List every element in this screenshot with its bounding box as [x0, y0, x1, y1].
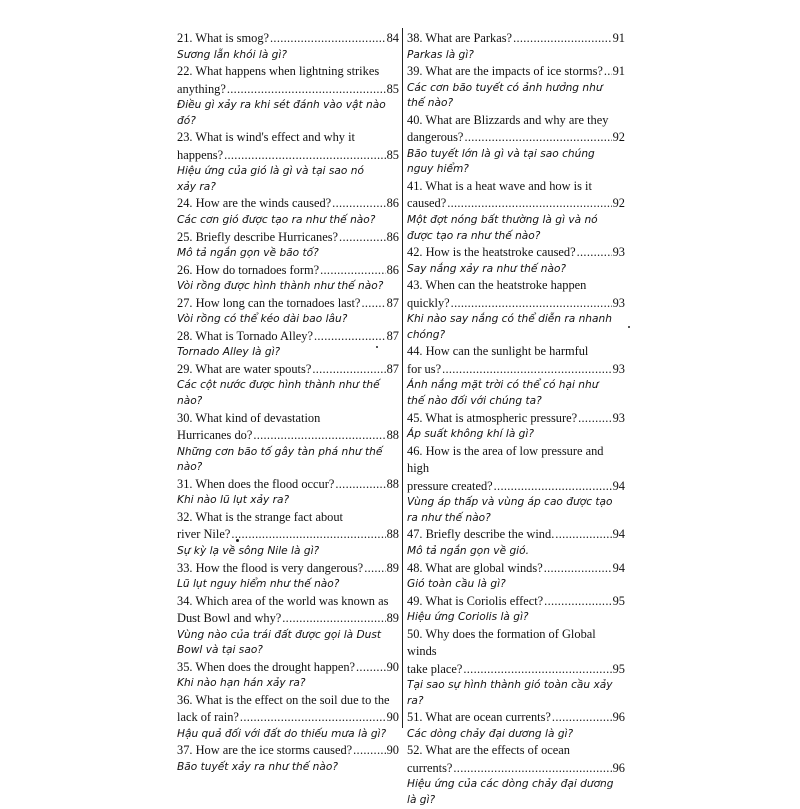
toc-title-text: for us? — [407, 361, 442, 376]
toc-entry[interactable] — [177, 742, 399, 775]
toc-number: 40. — [407, 112, 423, 127]
page-number: 87 — [386, 361, 399, 376]
toc-title-line — [177, 659, 399, 677]
page-number: 93 — [612, 295, 625, 310]
toc-title-text: anything? — [177, 81, 226, 96]
dot-leader — [240, 709, 386, 727]
vietnamese-translation: Vòi rồng được hình thành như thế nào? — [177, 280, 384, 293]
toc-title-wrap — [177, 147, 223, 165]
toc-entry[interactable] — [177, 560, 399, 593]
toc-title-wrap — [177, 476, 334, 494]
toc-title-text: What are Parkas? — [425, 31, 513, 45]
toc-title-wrap — [177, 195, 331, 213]
dot-leader — [451, 295, 612, 313]
vietnamese-translation: Hậu quả đối với đất do thiếu mưa là gì? — [177, 727, 387, 740]
toc-title-line — [177, 410, 399, 428]
toc-number: 44. — [407, 344, 423, 359]
dot-leader — [453, 760, 611, 778]
toc-number: 31. — [177, 476, 193, 491]
toc-title-line — [407, 244, 625, 262]
toc-title-line — [177, 593, 399, 611]
toc-number: 24. — [177, 196, 193, 211]
toc-number: 46. — [407, 443, 423, 458]
toc-number: 41. — [407, 178, 423, 193]
toc-title-line — [407, 129, 625, 147]
toc-entry[interactable] — [177, 30, 399, 63]
toc-entry[interactable] — [177, 659, 399, 692]
toc-number: 42. — [407, 245, 423, 260]
toc-title-wrap — [177, 328, 313, 346]
vietnamese-translation: Các dòng chảy đại dương là gì? — [407, 727, 574, 740]
toc-entry[interactable] — [177, 328, 399, 361]
toc-title-text: dangerous? — [407, 130, 464, 145]
toc-title-line — [407, 478, 625, 496]
toc-title-wrap — [407, 410, 577, 428]
toc-title-line — [407, 112, 625, 130]
toc-title-text: What are the effects of ocean — [425, 743, 570, 758]
toc-title-line — [407, 178, 625, 196]
toc-title-text: happens? — [177, 147, 224, 162]
vietnamese-translation: là gì? — [407, 794, 436, 807]
toc-number: 27. — [177, 295, 193, 310]
vietnamese-translation: Những cơn bão tố gây tàn phá như thế nào? — [177, 445, 383, 474]
toc-title-line — [177, 610, 399, 628]
toc-title-text: Briefly describe Hurricanes? — [195, 229, 339, 244]
toc-title-wrap — [407, 526, 554, 544]
toc-title-text: currents? — [407, 760, 453, 775]
vietnamese-translation: thế nào đối với chúng ta? — [407, 395, 542, 408]
toc-number: 49. — [407, 593, 423, 608]
print-speck — [628, 326, 630, 328]
dot-leader — [447, 195, 611, 213]
toc-entry[interactable] — [407, 443, 625, 527]
toc-title-wrap — [177, 742, 352, 760]
page-number: 96 — [612, 710, 625, 725]
toc-title-line — [407, 361, 625, 379]
toc-title-text: lack of rain? — [177, 710, 239, 725]
toc-title-line — [177, 295, 399, 313]
dot-leader — [353, 742, 385, 760]
vietnamese-translation: Ánh nắng mặt trời có thể có hại như — [407, 379, 599, 392]
toc-entry[interactable] — [407, 277, 625, 343]
toc-number: 39. — [407, 64, 423, 79]
vietnamese-translation: Sương lẫn khói là gì? — [177, 48, 287, 61]
print-speck — [236, 539, 239, 542]
toc-title-text: What is Tornado Alley? — [195, 328, 313, 343]
toc-number: 23. — [177, 130, 193, 145]
toc-number: 28. — [177, 328, 193, 343]
page-number: 94 — [612, 560, 625, 575]
toc-entry[interactable] — [177, 229, 399, 262]
toc-title-line — [177, 229, 399, 247]
vietnamese-translation: Khi nào say nắng có thể diễn ra nhanh — [407, 313, 612, 326]
page-number: 94 — [612, 527, 625, 542]
dot-leader — [442, 361, 612, 379]
toc-title-line — [407, 410, 625, 428]
vietnamese-translation: Vùng áp thấp và vùng áp cao được tạo — [407, 496, 613, 509]
dot-leader — [361, 295, 385, 313]
toc-title-text: What is smog? — [195, 31, 270, 45]
toc-title-wrap — [177, 610, 281, 628]
toc-number: 21. — [177, 31, 193, 45]
print-speck — [376, 346, 378, 348]
toc-title-line — [177, 30, 399, 48]
dot-leader — [578, 410, 612, 428]
toc-number: 32. — [177, 509, 193, 524]
toc-entry[interactable] — [177, 593, 399, 659]
dot-leader — [314, 328, 386, 346]
toc-title-wrap — [177, 229, 338, 247]
toc-title-line — [177, 476, 399, 494]
vietnamese-translation: Gió toàn cầu là gì? — [407, 578, 506, 590]
toc-title-text: take place? — [407, 661, 463, 676]
page-number: 91 — [612, 64, 625, 79]
toc-title-text: What is atmospheric pressure? — [425, 410, 578, 425]
vietnamese-translation: Vòi rồng có thể kéo dài bao lâu? — [177, 313, 348, 326]
vietnamese-translation: nguy hiểm? — [407, 163, 469, 176]
page-number: 90 — [386, 743, 399, 758]
toc-title-line — [177, 526, 399, 544]
dot-leader — [312, 361, 385, 379]
toc-title-line — [177, 560, 399, 578]
toc-number: 47. — [407, 527, 423, 542]
dot-leader — [555, 526, 611, 544]
vietnamese-translation: Mô tả ngắn gọn về bão tố? — [177, 247, 319, 260]
toc-title-line — [177, 81, 399, 99]
toc-title-text: What are Blizzards and why are they — [425, 112, 609, 127]
toc-entry[interactable] — [407, 593, 625, 626]
dot-leader — [339, 229, 386, 247]
dot-leader — [335, 476, 385, 494]
toc-title-line — [407, 661, 625, 679]
vietnamese-translation: Các cơn gió được tạo ra như thế nào? — [177, 213, 376, 226]
toc-title-line — [177, 328, 399, 346]
dot-leader — [332, 195, 385, 213]
toc-title-line — [177, 509, 399, 527]
toc-title-wrap — [177, 427, 252, 445]
toc-title-wrap — [407, 129, 463, 147]
toc-title-text: river Nile? — [177, 527, 231, 542]
page-number: 89 — [386, 560, 399, 575]
toc-title-line — [177, 147, 399, 165]
toc-title-text: caused? — [407, 196, 447, 211]
toc-title-wrap — [177, 81, 226, 99]
toc-title-line — [177, 63, 399, 81]
toc-title-line — [407, 626, 625, 661]
toc-title-text: What is the strange fact about — [195, 509, 343, 524]
toc-title-text: How the flood is very dangerous? — [195, 560, 364, 575]
toc-title-text: What happens when lightning strikes — [195, 64, 380, 79]
toc-entry[interactable] — [177, 509, 399, 560]
toc-title-wrap — [407, 593, 543, 611]
toc-title-line — [407, 63, 625, 81]
dot-leader — [552, 709, 612, 727]
vietnamese-translation: Mô tả ngắn gọn về gió. — [407, 544, 529, 557]
toc-title-wrap — [407, 661, 462, 679]
toc-number: 43. — [407, 278, 423, 293]
toc-title-line — [177, 709, 399, 727]
toc-title-line — [177, 742, 399, 760]
vietnamese-translation: ra như thế nào? — [407, 511, 491, 524]
toc-entry[interactable] — [407, 742, 625, 808]
toc-number: 22. — [177, 64, 193, 79]
toc-entry[interactable] — [177, 295, 399, 328]
toc-title-text: What are ocean currents? — [425, 710, 551, 725]
toc-title-line — [407, 30, 625, 48]
dot-leader — [320, 262, 385, 280]
vietnamese-translation: Bão tuyết xảy ra như thế nào? — [177, 760, 338, 773]
page-number: 96 — [612, 760, 625, 775]
toc-title-wrap — [407, 30, 512, 48]
toc-title-text: How long can the tornadoes last? — [195, 295, 361, 310]
vietnamese-translation: Bowl và tại sao? — [177, 644, 263, 657]
page-number: 87 — [386, 328, 399, 343]
page-number: 88 — [386, 428, 399, 443]
vietnamese-translation: Hiệu ứng của gió là gì và tại sao nó — [177, 165, 364, 178]
toc-title-text: How is the area of low pressure and high — [407, 443, 604, 476]
vietnamese-translation: Tại sao sự hình thành gió toàn cầu xảy ra? — [407, 679, 613, 707]
dot-leader — [253, 427, 385, 445]
toc-left-column — [177, 30, 399, 776]
vietnamese-translation: được tạo ra như thế nào? — [407, 229, 541, 242]
toc-title-text: How is the heatstroke caused? — [425, 245, 576, 260]
page-number: 95 — [612, 593, 625, 608]
vietnamese-translation: Hiệu ứng của các dòng chảy đại dương — [407, 778, 614, 791]
vietnamese-translation: xảy ra? — [177, 180, 216, 193]
toc-number: 45. — [407, 410, 423, 425]
toc-title-text: What are water spouts? — [195, 361, 312, 376]
toc-number: 52. — [407, 743, 423, 758]
toc-title-line — [177, 195, 399, 213]
page-number: 85 — [386, 147, 399, 162]
vietnamese-translation: Parkas là gì? — [407, 48, 474, 61]
toc-number: 50. — [407, 626, 423, 641]
page-number: 91 — [612, 31, 625, 45]
page-number: 86 — [386, 262, 399, 277]
toc-number: 26. — [177, 262, 193, 277]
toc-title-text: What are the impacts of ice storms? — [425, 64, 603, 79]
toc-title-line — [177, 129, 399, 147]
page-number: 86 — [386, 196, 399, 211]
toc-title-text: quickly? — [407, 295, 450, 310]
page-number: 89 — [386, 611, 399, 626]
toc-title-line — [407, 593, 625, 611]
dot-leader — [227, 81, 386, 99]
toc-title-text: When does the flood occur? — [195, 476, 335, 491]
vietnamese-translation: Sự kỳ lạ về sông Nile là gì? — [177, 544, 320, 557]
dot-leader — [494, 478, 612, 496]
toc-title-line — [177, 361, 399, 379]
toc-entry[interactable] — [407, 63, 625, 112]
toc-entry[interactable] — [407, 709, 625, 742]
toc-title-text: How are the winds caused? — [195, 196, 332, 211]
toc-title-text: Briefly describe the wind. — [425, 527, 555, 542]
page-number: 87 — [386, 295, 399, 310]
dot-leader — [356, 659, 386, 677]
vietnamese-translation: Các cơn bão tuyết có ảnh hưởng như — [407, 81, 603, 94]
toc-title-wrap — [177, 262, 319, 280]
dot-leader — [282, 610, 385, 628]
toc-title-text: Why does the formation of Global winds — [407, 626, 596, 659]
toc-title-wrap — [407, 63, 603, 81]
toc-title-text: Hurricanes do? — [177, 428, 253, 443]
page-number: 92 — [612, 196, 625, 211]
toc-title-line — [407, 526, 625, 544]
toc-entry[interactable] — [177, 361, 399, 410]
dot-leader — [463, 661, 611, 679]
toc-title-text: Which area of the world was known as — [195, 593, 389, 608]
toc-entry[interactable] — [407, 410, 625, 443]
toc-entry[interactable] — [407, 30, 625, 63]
page-number: 85 — [386, 81, 399, 96]
page-number: 94 — [612, 478, 625, 493]
toc-title-wrap — [177, 295, 360, 313]
page-number: 90 — [386, 659, 399, 674]
vietnamese-translation: Áp suất không khí là gì? — [407, 428, 534, 441]
toc-title-text: How do tornadoes form? — [195, 262, 320, 277]
dot-leader — [224, 147, 386, 165]
toc-right-column — [407, 30, 625, 809]
vietnamese-translation: thế nào? — [407, 97, 454, 110]
toc-entry[interactable] — [177, 195, 399, 228]
vietnamese-translation: Tornado Alley là gì? — [177, 346, 281, 359]
page-number: 93 — [612, 245, 625, 260]
toc-title-wrap — [407, 560, 543, 578]
toc-title-text: What is wind's effect and why it — [195, 130, 355, 145]
toc-title-text: pressure created? — [407, 478, 493, 493]
toc-title-text: What kind of devastation — [195, 410, 321, 425]
toc-title-line — [177, 262, 399, 280]
toc-entry[interactable] — [177, 692, 399, 743]
toc-entry[interactable] — [407, 178, 625, 244]
toc-title-wrap — [177, 659, 355, 677]
toc-title-wrap — [177, 361, 311, 379]
page-number: 93 — [612, 410, 625, 425]
column-divider — [402, 28, 403, 728]
toc-entry[interactable] — [407, 244, 625, 277]
toc-title-wrap — [407, 361, 441, 379]
toc-title-line — [407, 760, 625, 778]
toc-number: 35. — [177, 659, 193, 674]
dot-leader — [464, 129, 611, 147]
toc-entry[interactable] — [177, 63, 399, 129]
toc-title-wrap — [177, 709, 239, 727]
toc-title-line — [177, 427, 399, 445]
toc-entry[interactable] — [177, 129, 399, 195]
toc-number: 29. — [177, 361, 193, 376]
toc-number: 25. — [177, 229, 193, 244]
toc-title-text: What is the effect on the soil due to the — [195, 692, 390, 707]
page-number: 90 — [386, 710, 399, 725]
vietnamese-translation: Vùng nào của trái đất được gọi là Dust — [177, 628, 382, 641]
toc-number: 30. — [177, 410, 193, 425]
toc-title-line — [407, 195, 625, 213]
toc-title-line — [177, 692, 399, 710]
toc-entry[interactable] — [177, 410, 399, 476]
vietnamese-translation: Điều gì xảy ra khi sét đánh vào vật nào đó? — [177, 99, 386, 127]
toc-title-text: Dust Bowl and why? — [177, 611, 282, 626]
toc-number: 34. — [177, 593, 193, 608]
toc-entry[interactable] — [177, 476, 399, 509]
dot-leader — [513, 30, 612, 48]
page-number: 88 — [386, 476, 399, 491]
toc-title-line — [407, 443, 625, 478]
toc-title-line — [407, 277, 625, 295]
dot-leader — [270, 30, 386, 48]
page-number: 93 — [612, 361, 625, 376]
page-number: 88 — [386, 527, 399, 542]
vietnamese-translation: Khi nào lũ lụt xảy ra? — [177, 494, 290, 507]
toc-entry[interactable] — [177, 262, 399, 295]
dot-leader — [231, 526, 385, 544]
dot-leader — [604, 63, 612, 81]
toc-title-wrap — [407, 244, 576, 262]
toc-number: 38. — [407, 31, 423, 45]
toc-entry[interactable] — [407, 560, 625, 593]
dot-leader — [544, 560, 612, 578]
toc-title-wrap — [177, 526, 230, 544]
toc-title-wrap — [407, 760, 452, 778]
toc-number: 36. — [177, 692, 193, 707]
toc-title-text: What are global winds? — [425, 560, 543, 575]
toc-title-wrap — [407, 295, 450, 313]
toc-title-line — [407, 560, 625, 578]
toc-title-wrap — [407, 195, 446, 213]
page-number: 95 — [612, 661, 625, 676]
toc-number: 33. — [177, 560, 193, 575]
toc-title-wrap — [177, 30, 269, 48]
toc-title-line — [407, 742, 625, 760]
toc-number: 51. — [407, 710, 423, 725]
toc-title-text: How can the sunlight be harmful — [425, 344, 589, 359]
toc-title-wrap — [177, 560, 363, 578]
toc-title-wrap — [407, 709, 551, 727]
vietnamese-translation: chóng? — [407, 328, 446, 341]
toc-number: 37. — [177, 743, 193, 758]
toc-number: 48. — [407, 560, 423, 575]
toc-title-line — [407, 709, 625, 727]
dot-leader — [544, 593, 611, 611]
vietnamese-translation: Bão tuyết lớn là gì và tại sao chúng — [407, 147, 595, 160]
vietnamese-translation: Khi nào hạn hán xảy ra? — [177, 677, 306, 690]
toc-title-text: What is a heat wave and how is it — [425, 178, 592, 193]
toc-title-text: How are the ice storms caused? — [195, 743, 353, 758]
vietnamese-translation: Lũ lụt nguy hiểm như thế nào? — [177, 578, 340, 590]
toc-entry[interactable] — [407, 626, 625, 710]
toc-title-wrap — [407, 478, 493, 496]
toc-entry[interactable] — [407, 343, 625, 409]
vietnamese-translation: Say nắng xảy ra như thế nào? — [407, 262, 567, 275]
vietnamese-translation: Các cột nước được hình thành như thế nào? — [177, 379, 380, 408]
toc-title-line — [407, 295, 625, 313]
toc-title-text: When can the heatstroke happen — [425, 278, 587, 293]
page-number: 86 — [386, 229, 399, 244]
page-number: 84 — [386, 31, 399, 45]
toc-entry[interactable] — [407, 526, 625, 559]
dot-leader — [364, 560, 385, 578]
toc-entry[interactable] — [407, 112, 625, 178]
page-number: 92 — [612, 130, 625, 145]
dot-leader — [577, 244, 612, 262]
vietnamese-translation: Một đợt nóng bất thường là gì và nó — [407, 213, 598, 226]
toc-title-text: When does the drought happen? — [195, 659, 356, 674]
vietnamese-translation: Hiệu ứng Coriolis là gì? — [407, 611, 529, 624]
toc-title-line — [407, 343, 625, 361]
toc-title-text: What is Coriolis effect? — [425, 593, 544, 608]
